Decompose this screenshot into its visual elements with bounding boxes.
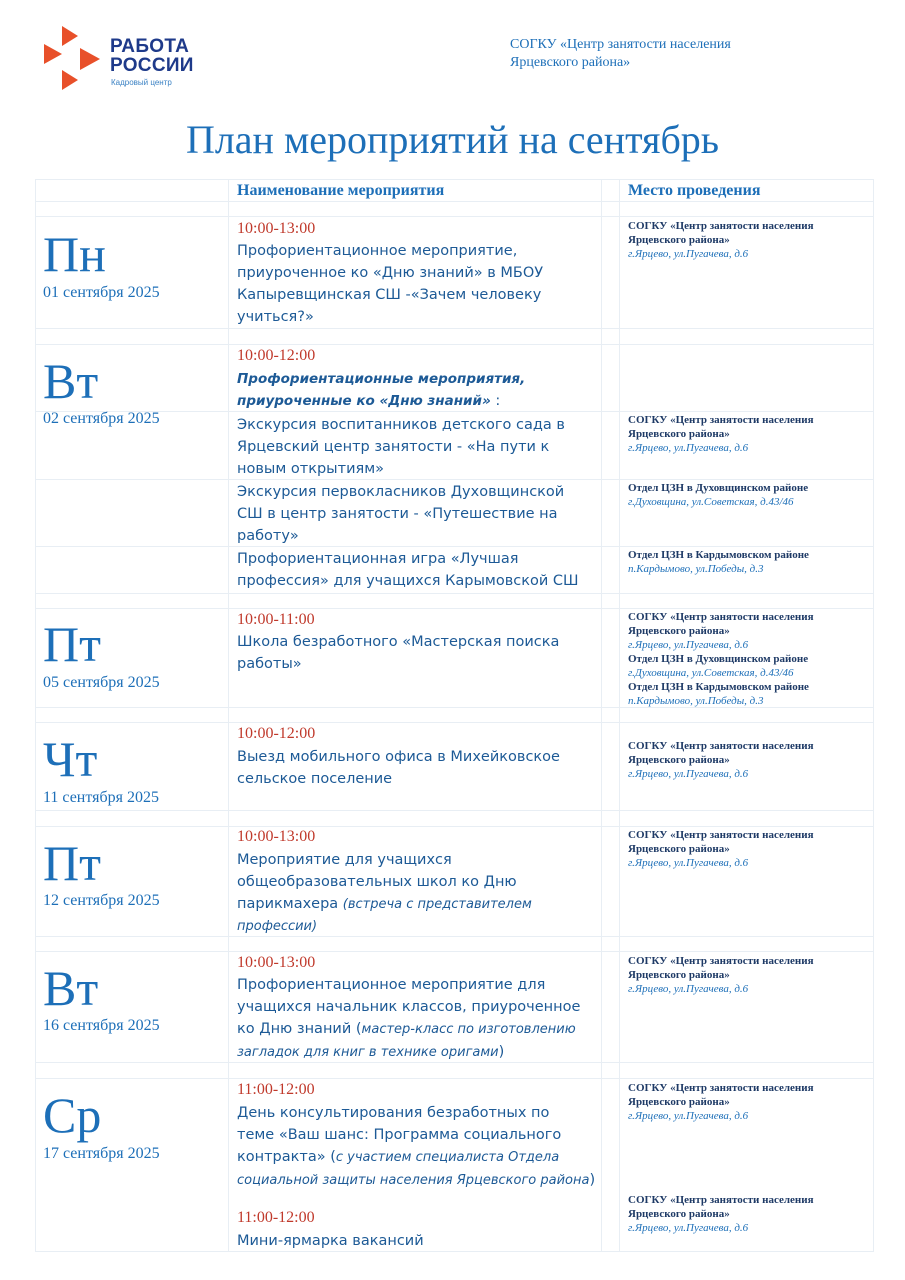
day-date: 16 сентября 2025 [43,1017,160,1034]
event-time: 10:00-12:00 [237,347,316,364]
event-place: СОГКУ «Центр занятости населения Ярцевского района» г.Ярцево, ул.Пугачева, д.6 [628,829,814,869]
day-date: 11 сентября 2025 [43,789,160,806]
row-divider [35,344,874,345]
day-weekday: Ср [43,1087,102,1143]
event-description: Профориентационное мероприятие для учащихся начальник классов, приуроченное ко Дню знаний (мастер-класс по изготовлению загладок для книг в технике оригами) [237,977,581,1060]
logo-title: РАБОТА РОССИИ [110,36,194,76]
day-weekday: Пн [43,226,106,282]
event-place: СОГКУ «Центр занятости населения Ярцевского района» г.Ярцево, ул.Пугачева, д.6 [628,740,814,780]
organization-name: СОГКУ «Центр занятости населения Ярцевского района» [510,37,731,70]
event-description: День консультирования безработных по теме «Ваш шанс: Программа социального контракта» (с участием специалиста Отдела социальной защиты населения Ярцевского района) [237,1105,596,1188]
day-weekday: Пт [43,616,101,672]
rabota-rossii-logo [42,26,242,90]
day-date: 01 сентября 2025 [43,284,160,301]
event-description: Выезд мобильного офиса в Михейковское сельское поселение [237,749,560,787]
event-description: Профориентационные мероприятия, приуроченные ко «Дню знаний» : [237,371,526,409]
day-date: 02 сентября 2025 [43,410,160,427]
column-divider [601,179,602,1252]
event-description: Школа безработного «Мастерская поиска работы» [237,634,560,672]
event-place: СОГКУ «Центр занятости населения Ярцевского района» г.Ярцево, ул.Пугачева, д.6 [628,1082,814,1122]
column-divider [619,179,620,1252]
day-weekday: Вт [43,353,99,409]
event-time: 11:00-12:00 [237,1209,315,1226]
day-date: 05 сентября 2025 [43,674,160,691]
event-place: СОГКУ «Центр занятости населения Ярцевского района» г.Ярцево, ул.Пугачева, д.6 [628,220,814,260]
event-place: СОГКУ «Центр занятости населения Ярцевского района» г.Ярцево, ул.Пугачева, д.6 Отдел ЦЗН в Духовщинском районе г.Духовщина, ул.Советская, д.43/46 Отдел ЦЗН в Кардымовском районе п.Кардымово, ул.Победы, д.3 [628,611,814,707]
event-description: Мероприятие для учащихся общеобразовательных школ ко Дню парикмахера (встреча с представителем профессии) [237,852,532,934]
event-place: СОГКУ «Центр занятости населения Ярцевского района» г.Ярцево, ул.Пугачева, д.6 [628,955,814,995]
day-date: 17 сентября 2025 [43,1145,160,1162]
event-time: 11:00-12:00 [237,1081,315,1098]
day-date: 12 сентября 2025 [43,892,160,909]
row-divider [35,1078,874,1079]
event-place: Отдел ЦЗН в Кардымовском районе п.Кардымово, ул.Победы, д.3 [628,549,809,575]
day-weekday: Пт [43,835,101,891]
event-place: СОГКУ «Центр занятости населения Ярцевского района» г.Ярцево, ул.Пугачева, д.6 [628,414,814,454]
header-event: Наименование мероприятия [237,182,445,199]
row-divider [35,216,874,217]
row-divider [35,328,874,329]
event-time: 10:00-11:00 [237,611,315,628]
event-time: 10:00-12:00 [237,725,316,742]
event-time: 10:00-13:00 [237,220,316,237]
header-place: Место проведения [628,182,761,199]
row-divider [35,593,874,594]
rabota-rossii-arrows-icon [42,26,104,90]
event-time: 10:00-13:00 [237,828,316,845]
event-description: Экскурсия первокласников Духовщинской СШ в центр занятости - «Путешествие на работу» [237,484,565,544]
row-divider [35,826,874,827]
event-description: Профориентационное мероприятие, приуроченное ко «Дню знаний» в МБОУ Капыревщинская СШ -«Зачем человеку учиться?» [237,243,544,325]
column-divider [228,179,229,1252]
event-time: 10:00-13:00 [237,954,316,971]
row-divider [35,810,874,811]
page-title: План мероприятий на сентябрь [185,117,720,162]
logo-subtitle: Кадровый центр [111,78,172,87]
event-description: Экскурсия воспитанников детского сада в Ярцевский центр занятости - «На пути к новым открытиям» [237,417,565,477]
row-divider [35,722,874,723]
row-divider [35,201,874,202]
day-weekday: Чт [43,731,98,787]
day-weekday: Вт [43,960,99,1016]
event-place: Отдел ЦЗН в Духовщинском районе г.Духовщина, ул.Советская, д.43/46 [628,482,809,508]
event-place: СОГКУ «Центр занятости населения Ярцевского района» г.Ярцево, ул.Пугачева, д.6 [628,1194,814,1234]
row-divider [35,608,874,609]
row-divider [35,951,874,952]
event-description: Профориентационная игра «Лучшая профессия» для учащихся Карымовской СШ [237,551,579,589]
event-description: Мини-ярмарка вакансий [237,1233,424,1249]
